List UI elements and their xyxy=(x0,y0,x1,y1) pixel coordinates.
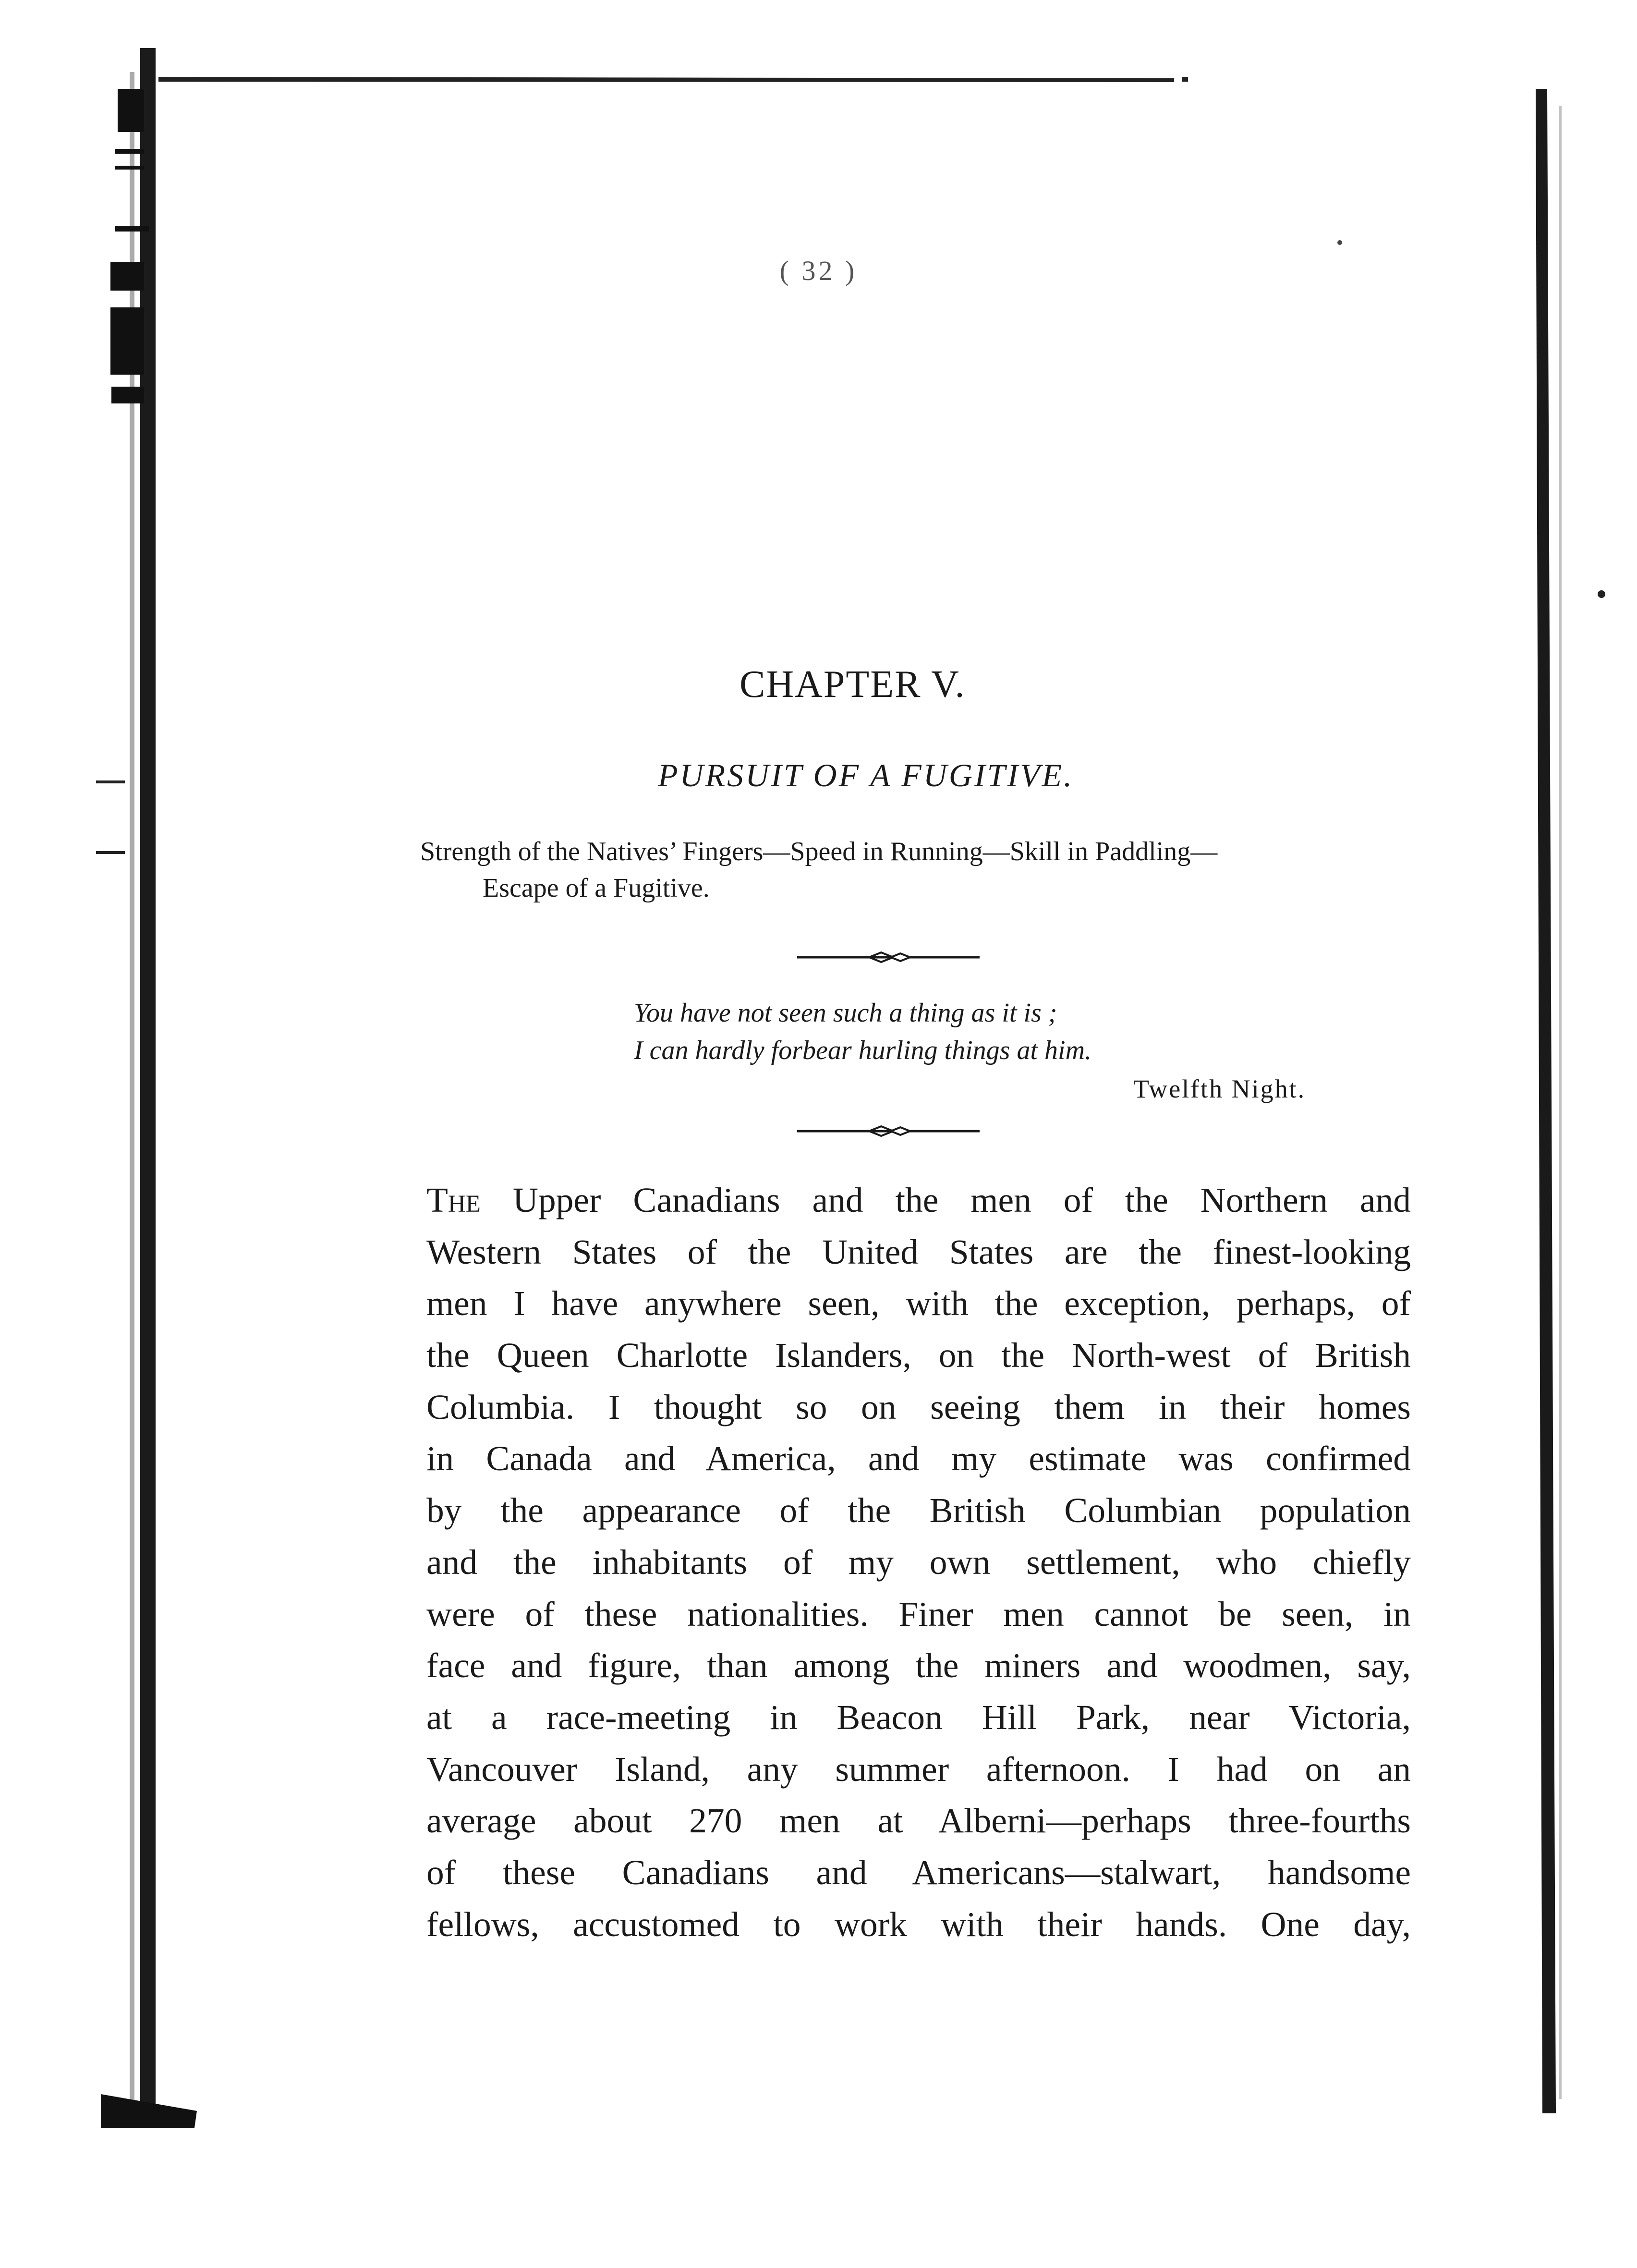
text-line: the Queen Charlotte Islanders, on the North-west of British xyxy=(426,1336,1411,1375)
left-scan-mark xyxy=(110,307,144,375)
chapter-subtitle: PURSUIT OF A FUGITIVE. xyxy=(658,757,1074,793)
text-line: Vancouver Island, any summer afternoon. I had on an xyxy=(426,1749,1411,1789)
epigraph-line: You have not seen such a thing as it is ; xyxy=(634,998,1057,1028)
left-margin-tick xyxy=(96,780,125,783)
summary-line: Escape of a Fugitive. xyxy=(483,873,710,903)
top-rule xyxy=(158,77,1174,82)
right-edge-bar-shadow xyxy=(1559,106,1562,2099)
epigraph xyxy=(634,994,1091,1069)
ornament-divider-top xyxy=(797,950,980,964)
text-line: men I have anywhere seen, with the exception, perhaps, of xyxy=(426,1284,1411,1323)
line-text: Upper Canadians and the men of the Northern and xyxy=(512,1181,1411,1219)
text-line: by the appearance of the British Columbian population xyxy=(426,1491,1411,1530)
left-scan-mark xyxy=(118,89,144,132)
left-scan-mark xyxy=(115,226,149,232)
chapter-summary xyxy=(420,833,1429,906)
ornament-divider-bottom xyxy=(797,1124,980,1138)
text-line: average about 270 men at Alberni—perhaps three-fourths xyxy=(426,1801,1411,1841)
left-margin-tick xyxy=(96,851,125,854)
right-edge-bar xyxy=(1536,89,1556,2113)
text-line xyxy=(426,1174,1411,1226)
text-line: were of these nationalities. Finer men cannot be seen, in xyxy=(426,1594,1411,1634)
page-number: ( 32 ) xyxy=(779,255,858,286)
left-binding-bar-inner xyxy=(130,72,134,2113)
scan-speck xyxy=(1337,240,1342,245)
left-scan-mark xyxy=(115,166,144,170)
text-line: and the inhabitants of my own settlement, who chiefly xyxy=(426,1542,1411,1582)
summary-line: Strength of the Natives’ Fingers—Speed in Running—Skill in Paddling— xyxy=(420,837,1218,866)
lead-word: The xyxy=(426,1181,481,1219)
text-line: of these Canadians and Americans—stalwart, handsome xyxy=(426,1853,1411,1892)
body-paragraph xyxy=(426,1174,1411,1950)
left-scan-mark xyxy=(115,149,144,154)
epigraph-line: I can hardly forbear hurling things at him. xyxy=(634,1036,1092,1065)
scan-speck xyxy=(1598,590,1605,598)
text-line: at a race-meeting in Beacon Hill Park, near Victoria, xyxy=(426,1697,1411,1737)
chapter-title: CHAPTER V. xyxy=(740,663,966,706)
attribution-text: Twelfth Night. xyxy=(1133,1074,1306,1103)
text-line: face and figure, than among the miners and woodmen, say, xyxy=(426,1646,1411,1685)
left-scan-mark xyxy=(111,387,144,403)
text-line: Columbia. I thought so on seeing them in their homes xyxy=(426,1387,1411,1427)
text-line: in Canada and America, and my estimate was confirmed xyxy=(426,1439,1411,1478)
top-rule-dot xyxy=(1182,77,1188,82)
text-line: Western States of the United States are the finest-looking xyxy=(426,1232,1411,1271)
epigraph-attribution xyxy=(1133,1074,1306,1104)
text-line: fellows, accustomed to work with their hands. One day, xyxy=(426,1904,1411,1944)
